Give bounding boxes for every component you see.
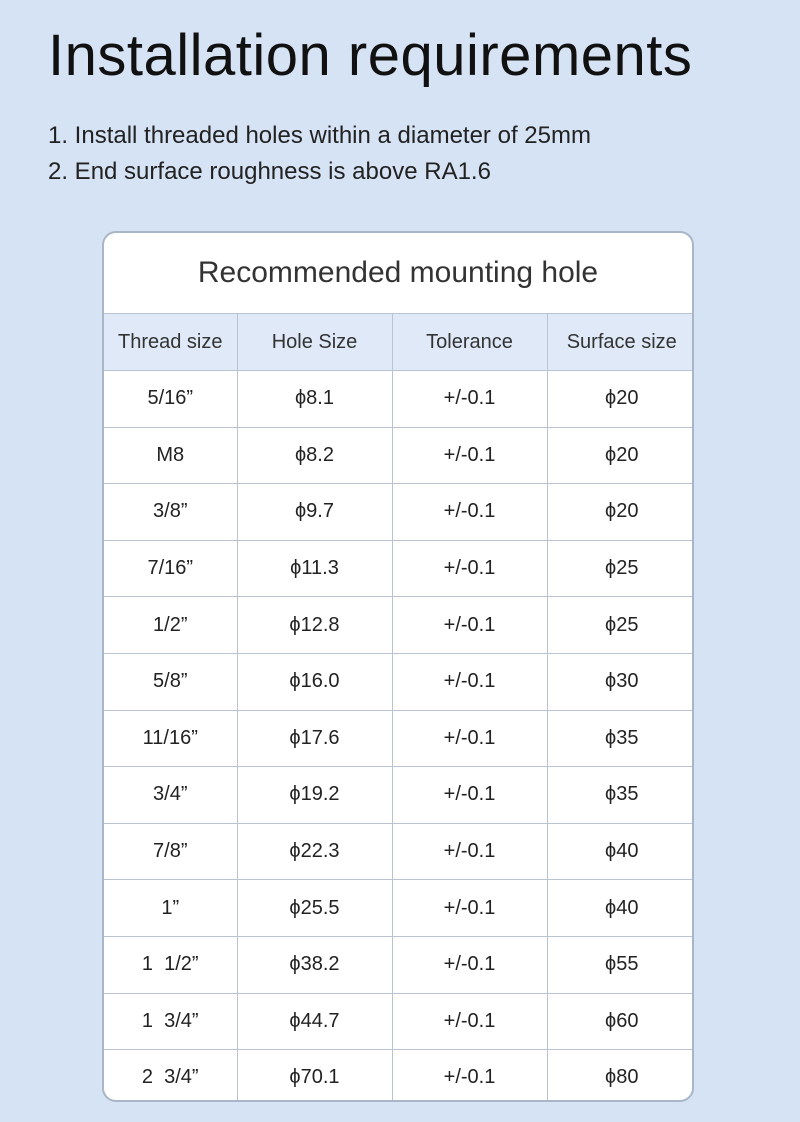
tolerance-cell: +/-0.1	[392, 597, 547, 654]
surface-size-cell: ϕ30	[547, 653, 694, 710]
tolerance-cell: +/-0.1	[392, 993, 547, 1050]
hole-size-cell: ϕ70.1	[237, 1050, 392, 1102]
mounting-hole-table	[104, 314, 694, 1102]
tolerance-cell: +/-0.1	[392, 1050, 547, 1102]
tolerance-cell: +/-0.1	[392, 371, 547, 428]
header-hole-size: Hole Size	[237, 314, 392, 371]
surface-size-cell: ϕ25	[547, 597, 694, 654]
thread-size-cell: 2 3/4”	[104, 1050, 237, 1102]
surface-size-cell: ϕ40	[547, 880, 694, 937]
header-tolerance: Tolerance	[392, 314, 547, 371]
hole-size-cell: ϕ25.5	[237, 880, 392, 937]
table-row	[104, 371, 694, 428]
surface-size-cell: ϕ60	[547, 993, 694, 1050]
thread-size-cell: 5/8”	[104, 653, 237, 710]
requirement-item: 2. End surface roughness is above RA1.6	[48, 158, 491, 185]
requirements-list	[48, 118, 591, 190]
table-row	[104, 823, 694, 880]
table-row	[104, 427, 694, 484]
mounting-hole-card	[102, 231, 694, 1102]
table-header-row	[104, 314, 694, 371]
table-row	[104, 1050, 694, 1102]
thread-size-cell: 1 1/2”	[104, 936, 237, 993]
tolerance-cell: +/-0.1	[392, 880, 547, 937]
tolerance-cell: +/-0.1	[392, 484, 547, 541]
hole-size-cell: ϕ8.2	[237, 427, 392, 484]
header-thread-size: Thread size	[104, 314, 237, 371]
table-row	[104, 597, 694, 654]
hole-size-cell: ϕ44.7	[237, 993, 392, 1050]
table-row	[104, 880, 694, 937]
table-row	[104, 767, 694, 824]
tolerance-cell: +/-0.1	[392, 427, 547, 484]
requirement-item: 1. Install threaded holes within a diameter of 25mm	[48, 122, 591, 149]
surface-size-cell: ϕ20	[547, 484, 694, 541]
tolerance-cell: +/-0.1	[392, 710, 547, 767]
surface-size-cell: ϕ20	[547, 371, 694, 428]
hole-size-cell: ϕ19.2	[237, 767, 392, 824]
surface-size-cell: ϕ55	[547, 936, 694, 993]
hole-size-cell: ϕ38.2	[237, 936, 392, 993]
table-body	[104, 371, 694, 1103]
surface-size-cell: ϕ35	[547, 710, 694, 767]
surface-size-cell: ϕ35	[547, 767, 694, 824]
tolerance-cell: +/-0.1	[392, 936, 547, 993]
surface-size-cell: ϕ80	[605, 1066, 639, 1089]
thread-size-cell: 11/16”	[104, 710, 237, 767]
hole-size-cell: ϕ17.6	[237, 710, 392, 767]
thread-size-cell: 1/2”	[104, 597, 237, 654]
tolerance-cell: +/-0.1	[392, 653, 547, 710]
tolerance-cell: +/-0.1	[392, 540, 547, 597]
thread-size-cell: 3/4”	[104, 767, 237, 824]
hole-size-cell: ϕ9.7	[237, 484, 392, 541]
thread-size-cell: 7/16”	[104, 540, 237, 597]
table-row	[104, 484, 694, 541]
tolerance-cell: +/-0.1	[392, 823, 547, 880]
hole-size-cell: ϕ8.1	[237, 371, 392, 428]
thread-size-cell: 3/8”	[104, 484, 237, 541]
surface-size-cell: ϕ25	[547, 540, 694, 597]
thread-size-cell: 5/16”	[104, 371, 237, 428]
thread-size-cell: 7/8”	[104, 823, 237, 880]
thread-size-cell: M8	[104, 427, 237, 484]
surface-size-cell: ϕ20	[547, 427, 694, 484]
hole-size-cell: ϕ11.3	[237, 540, 392, 597]
table-row	[104, 993, 694, 1050]
hole-size-cell: ϕ16.0	[237, 653, 392, 710]
hole-size-cell: ϕ22.3	[237, 823, 392, 880]
tolerance-cell: +/-0.1	[392, 767, 547, 824]
table-row	[104, 540, 694, 597]
page-title: Installation requirements	[48, 23, 693, 88]
table-row	[104, 710, 694, 767]
thread-size-cell: 1 3/4”	[104, 993, 237, 1050]
table-row	[104, 653, 694, 710]
table-row	[104, 936, 694, 993]
hole-size-cell: ϕ12.8	[237, 597, 392, 654]
table-title: Recommended mounting hole	[104, 233, 692, 314]
thread-size-cell: 1”	[104, 880, 237, 937]
header-surface-size: Surface size	[547, 314, 694, 371]
surface-size-cell: ϕ40	[547, 823, 694, 880]
